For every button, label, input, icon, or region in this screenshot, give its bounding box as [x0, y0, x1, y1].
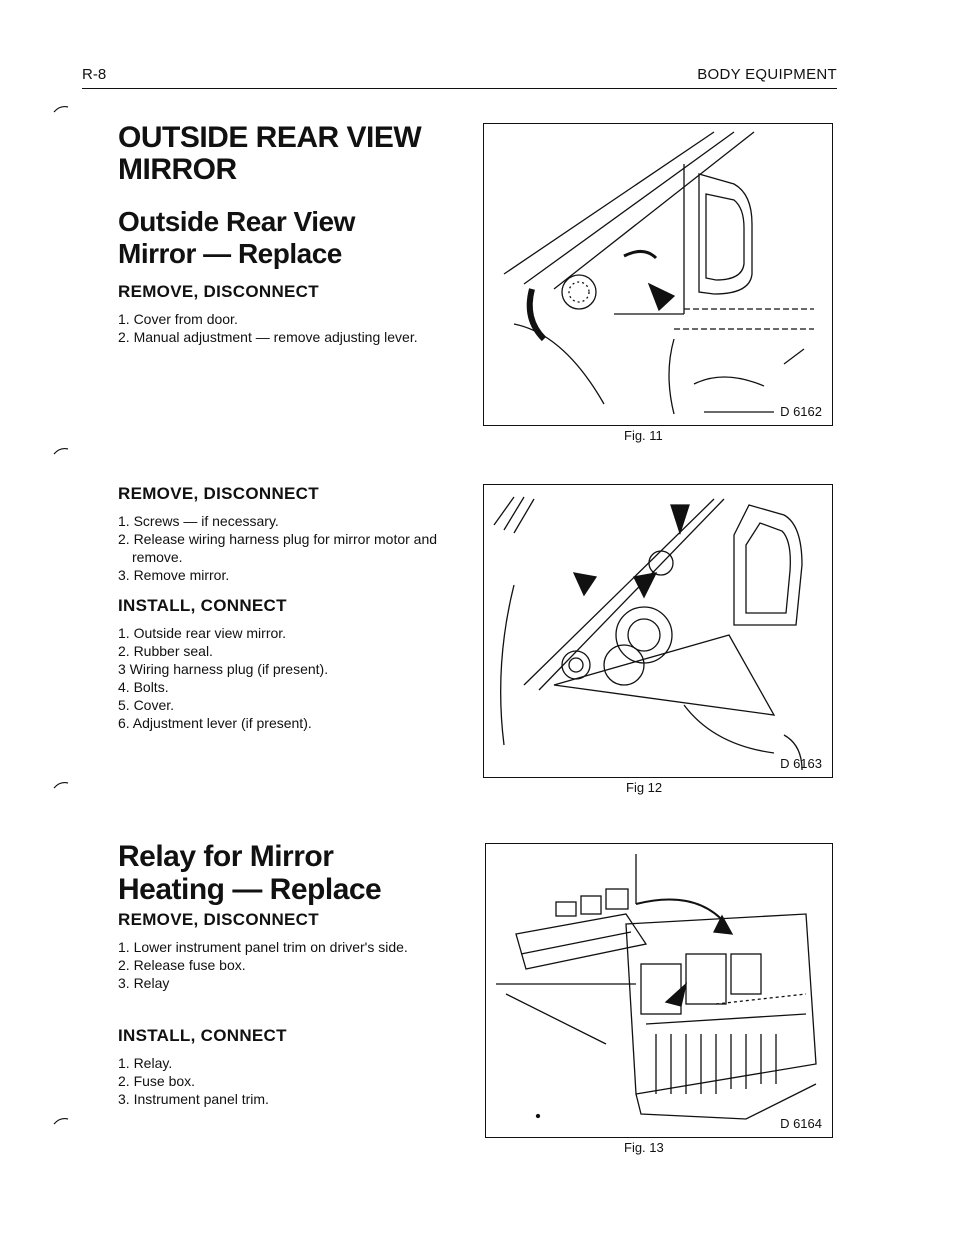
section-title-relay: Relay for Mirror Heating — Replace — [118, 840, 382, 906]
section-title: BODY EQUIPMENT — [697, 66, 837, 83]
install-heading: INSTALL, CONNECT — [118, 1026, 287, 1045]
step: 1. Relay. — [118, 1055, 173, 1071]
margin-mark — [52, 104, 72, 114]
remove-steps — [118, 310, 448, 346]
page-header — [82, 66, 837, 89]
remove-heading: REMOVE, DISCONNECT — [118, 484, 319, 503]
page-number: R-8 — [82, 66, 107, 83]
step: 1. Screws — if necessary. — [118, 513, 279, 529]
figure-caption: Fig 12 — [626, 780, 663, 795]
step: 2. Release wiring harness plug for mirror motor and remove. — [118, 531, 438, 565]
step: 2. Release fuse box. — [118, 957, 246, 973]
step: 3. Relay — [118, 975, 170, 991]
step: 3. Instrument panel trim. — [118, 1091, 269, 1107]
main-title: OUTSIDE REAR VIEW MIRROR — [118, 121, 422, 186]
mirror-illustration — [484, 124, 832, 425]
figure-code: D 6163 — [780, 756, 822, 771]
step: 2. Manual adjustment — remove adjusting lever. — [118, 329, 418, 345]
step: 3. Remove mirror. — [118, 567, 230, 583]
remove-heading: REMOVE, DISCONNECT — [118, 282, 319, 301]
mirror-motor-illustration — [484, 485, 832, 777]
margin-mark — [52, 1116, 72, 1126]
install-steps — [118, 1054, 438, 1108]
step: 2. Fuse box. — [118, 1073, 196, 1089]
step: 3 Wiring harness plug (if present). — [118, 661, 329, 677]
margin-mark — [52, 780, 72, 790]
install-steps — [118, 624, 438, 732]
figure-caption: Fig. 13 — [624, 1140, 664, 1155]
remove-steps — [118, 938, 438, 992]
step: 2. Rubber seal. — [118, 643, 213, 659]
figure-code: D 6164 — [780, 1116, 822, 1131]
remove-heading: REMOVE, DISCONNECT — [118, 910, 319, 929]
step: 5. Cover. — [118, 697, 175, 713]
figure-caption: Fig. 11 — [624, 428, 663, 443]
step: 1. Lower instrument panel trim on driver's side. — [118, 939, 408, 955]
figure-code: D 6162 — [780, 404, 822, 419]
figure-13 — [485, 843, 833, 1138]
install-heading: INSTALL, CONNECT — [118, 596, 287, 615]
remove-steps — [118, 512, 438, 584]
fuse-box-illustration — [486, 844, 832, 1137]
step: 4. Bolts. — [118, 679, 169, 695]
step: 1. Outside rear view mirror. — [118, 625, 287, 641]
figure-11 — [483, 123, 833, 426]
figure-12 — [483, 484, 833, 778]
subsection-title: Outside Rear View Mirror — Replace — [118, 206, 355, 269]
step: 6. Adjustment lever (if present). — [118, 715, 312, 731]
step: 1. Cover from door. — [118, 311, 238, 327]
margin-mark — [52, 446, 72, 456]
